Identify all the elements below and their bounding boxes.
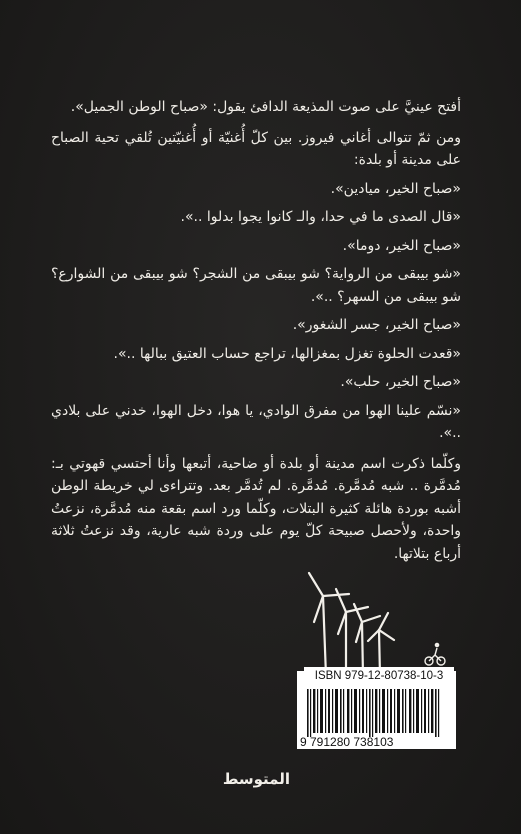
blurb-quote: «صباح الخير، ميادين». — [330, 180, 461, 197]
isbn-digits: 9 791280 738103 — [300, 735, 394, 749]
blurb-quote: «شو بيبقى من الرواية؟ شو بيبقى من الشجر؟ شو بيبقى من الشوارع؟ شو بيبقى من السهر؟ ..». — [51, 266, 461, 305]
blurb-quote: «صباح الخير، دوما». — [342, 237, 461, 254]
blurb-quote: «قعدت الحلوة تغزل بمغزالها، تراجع حساب العتيق ببالها ..». — [113, 345, 461, 362]
blurb-quote: «صباح الخير، جسر الشغور». — [292, 317, 461, 333]
publisher-logo: المتوسط — [222, 770, 290, 788]
blurb-quote: «قال الصدى ما في حدا، والـ كانوا يجوا بدلوا ..». — [180, 209, 461, 225]
blurb-quote: «نسّم علينا الهوا من مفرق الوادي، يا هوا، دخل الهوا، خدني على بلادي ..». — [51, 402, 461, 441]
isbn-label: ISBN 979-12-80738-10-3 — [304, 667, 454, 685]
blurb-paragraph: أفتح عينيَّ على صوت المذيعة الدافئ يقول: «صباح الوطن الجميل». — [70, 99, 461, 115]
blurb-quote: «صباح الخير، حلب». — [340, 374, 461, 390]
blurb-paragraph: وكلّما ذكرت اسم مدينة أو بلدة أو ضاحية، أتبعها وأنا أحتسي قهوتي بـ: مُدمَّرة .. شبه مُدمَّرة. مُدمَّرة. لم تُدمَّر بعد. وتتراءى لي خريطة الوطن أشبه بوردة هائلة كثيرة البتلات، وكلّما ورد اسم بقعة منه مُدمَّرة، نزعتُ واحدة، ولأحصل صبيحة كلّ يوم على وردة شبه عارية، وقد نزعتُ ثلاثة أرباع بتلاتها. — [51, 455, 461, 562]
blurb-paragraph: ومن ثمّ تتوالى أغاني فيروز. بين كلّ أُغنيّة أو أُغنيّتين تُلقي تحية الصباح على مدينة أو بلدة: — [51, 129, 461, 168]
cyclist-icon — [425, 643, 445, 665]
